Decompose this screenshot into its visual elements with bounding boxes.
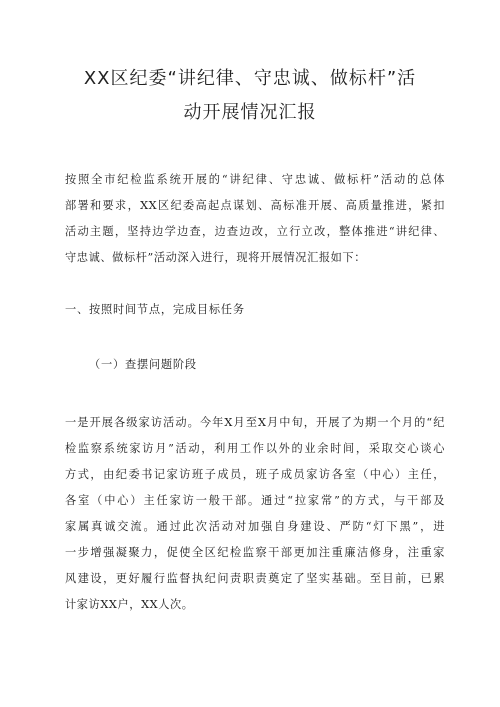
intro-line: 活动主题，坚持边学边查，边查边改，立行立改，整体推进“讲纪律、: [65, 225, 445, 238]
body-line: 一步增强凝聚力，促使全区纪检监察干部更加注重廉洁修身，注重家: [65, 546, 445, 559]
intro-line: 按照全市纪检监系统开展的“讲纪律、守忠诚、做标杆”活动的总体: [65, 173, 445, 186]
body-line: 一是开展各级家访活动。今年X月至X月中旬，开展了为期一个月的“纪: [65, 416, 445, 429]
body-paragraph: [65, 410, 445, 618]
intro-line: 部署和要求，XX区纪委高起点谋划、高标准开展、高质量推进，紧扣: [65, 199, 445, 212]
intro-line: 守忠诚、做标杆”活动深入进行，现将开展情况汇报如下：: [65, 251, 367, 264]
document-title-line-1: XX区纪委“讲纪律、守忠诚、做标杆”活: [83, 68, 417, 89]
body-line: 各室（中心）主任家访一般干部。通过“拉家常”的方式，与干部及: [65, 494, 445, 507]
document-title-line-2: 动开展情况汇报: [183, 102, 317, 123]
body-line: 方式，由纪委书记家访班子成员，班子成员家访各室（中心）主任，: [65, 468, 445, 481]
body-line: 检监察系统家访月”活动，利用工作以外的业余时间，采取交心谈心: [65, 442, 445, 455]
subsection-heading: （一）查摆问题阶段: [89, 358, 197, 371]
section-heading: 一、按照时间节点，完成目标任务: [65, 303, 245, 316]
body-line: 计家访XX户，XX人次。: [65, 598, 194, 611]
intro-paragraph: [65, 167, 445, 271]
body-line: 风建设，更好履行监督执纪问责职责奠定了坚实基础。至目前，已累: [65, 572, 445, 585]
body-line: 家属真诚交流。通过此次活动对加强自身建设、严防“灯下黑”，进: [65, 520, 445, 533]
